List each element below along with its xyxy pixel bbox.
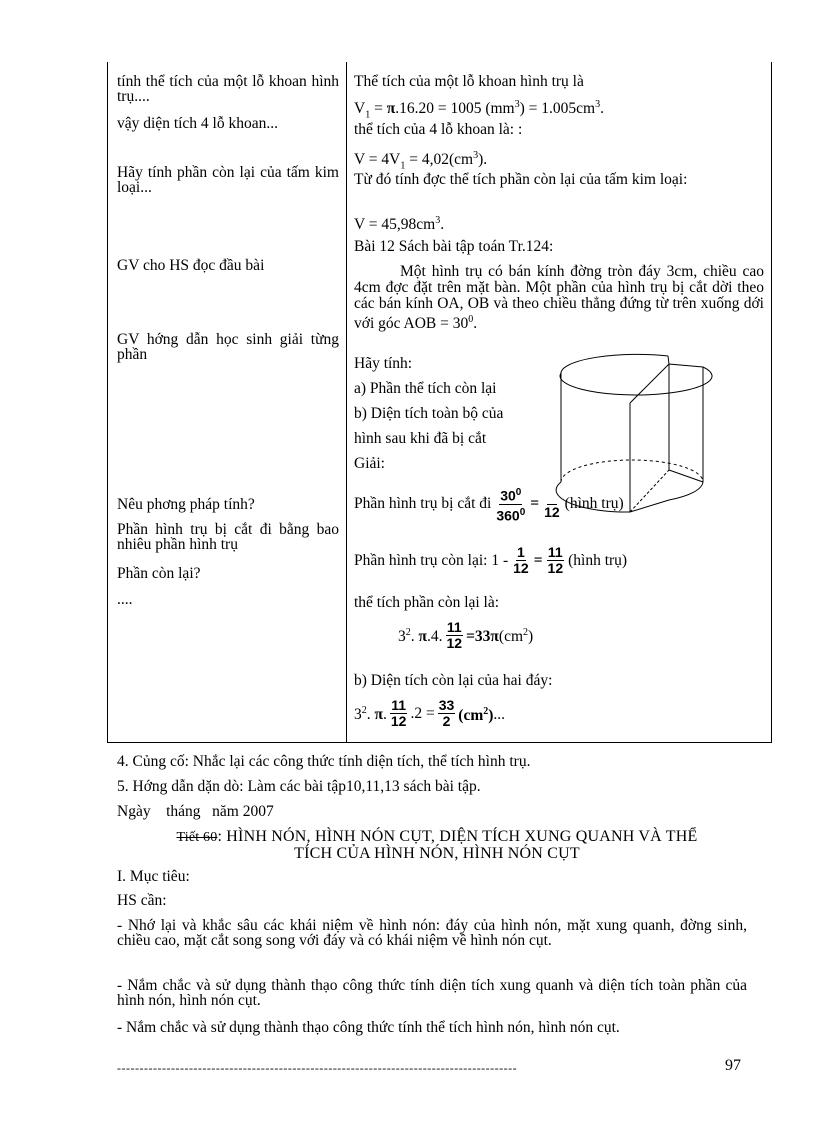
left-text-fraction-cut: Phần hình trụ bị cắt đi bằng bao nhiêu phần hình trụ — [117, 521, 339, 553]
right-formula-remaining-fraction: Phần hình trụ còn lại: 1 - $\frac{1}{12}$ = $\frac{11}{12}$ (hình trụ) — [354, 544, 628, 576]
left-text-read-problem: GV cho HS đọc đầu bài — [117, 257, 265, 274]
table-column-divider — [346, 62, 347, 742]
objective-bullet-1: - Nhớ lại và khắc sâu các khái niệm về hình nón: đáy của hình nón, mặt xung quanh, đờng sinh, chiều cao, mặt cắt song song với đáy và có khái niệm về hình nón cụt. — [117, 917, 747, 949]
lesson-title-line-1: Tiết 60: HÌNH NÓN, HÌNH NÓN CỤT, DIỆN TÍCH XUNG QUANH VÀ THỂ — [176, 828, 698, 845]
left-text-ellipsis: .... — [117, 591, 133, 608]
fraction-1-12-b: $\frac{1}{12}$ — [513, 544, 529, 576]
fraction-30-360: $\frac{30^0}{360^0}$ — [496, 487, 526, 524]
students-need: HS cần: — [117, 892, 167, 909]
fraction-1-12: $\frac{1}{12}$ — [544, 487, 560, 520]
right-formula-volume: $3^2$. π.4. $\frac{11}{12}$ $=33\pi(cm^2)$ — [398, 619, 534, 651]
left-text-method: Nêu phơng pháp tính? — [117, 496, 255, 513]
right-text-part-b-cont: hình sau khi đã bị cắt — [354, 430, 487, 447]
right-text-base-area: b) Diện tích còn lại của hai đáy: — [354, 672, 553, 689]
consolidation-line: 4. Củng cố: Nhắc lại các công thức tính diện tích, thể tích hình trụ. — [117, 753, 531, 770]
objective-bullet-3: - Nắm chắc và sử dụng thành thạo công thức tính thể tích hình nón, hình nón cụt. — [117, 1019, 620, 1036]
fraction-11-12-d: $\frac{11}{12}$ — [390, 697, 407, 729]
right-text-part-a: a) Phần thể tích còn lại — [354, 380, 497, 397]
left-text-four-holes: vậy diện tích 4 lỗ khoan... — [117, 115, 278, 132]
right-text-four-holes: thể tích của 4 lỗ khoan là: : — [354, 121, 523, 138]
left-text-remaining: Hãy tính phần còn lại của tấm kim loại... — [117, 164, 339, 196]
right-text-hole-volume: Thể tích của một lỗ khoan hình trụ là — [354, 73, 584, 90]
right-text-compute: Hãy tính: — [354, 355, 413, 372]
right-text-solution: Giải: — [354, 455, 385, 472]
right-text-part-b: b) Diện tích toàn bộ của — [354, 405, 504, 422]
fraction-11-12-c: $\frac{11}{12}$ — [446, 619, 463, 651]
left-text-remaining-part: Phần còn lại? — [117, 565, 201, 582]
page-number: 97 — [725, 1057, 741, 1074]
right-text-volume-remaining: thể tích phần còn lại là: — [354, 594, 500, 611]
homework-line: 5. Hớng dẫn dặn dò: Làm các bài tập10,11,13 sách bài tập. — [117, 778, 481, 795]
footer-dash-line: ----------------------------------------------------------------------------------------- — [117, 1061, 518, 1075]
right-text-exercise-ref: Bài 12 Sách bài tập toán Tr.124: — [354, 238, 554, 255]
objectives-heading: I. Mục tiêu: — [117, 868, 190, 885]
left-text-volume-hole: tính thể tích của một lỗ khoan hình trụ.... — [117, 73, 339, 105]
right-formula-4v1: $V = 4V_1 = 4,02(cm^3)$. — [354, 150, 488, 172]
right-formula-cut-fraction: Phần hình trụ bị cắt đi $\frac{30^0}{360^0}$ = $\frac{1}{12}$ (hình trụ) — [354, 487, 624, 524]
objective-bullet-2: - Nắm chắc và sử dụng thành thạo công thức tính diện tích xung quanh và diện tích toàn phần của hình nón, hình nón cụt. — [117, 977, 747, 1009]
date-line: Ngày tháng năm 2007 — [117, 803, 274, 820]
right-formula-area: $3^2$. π. $\frac{11}{12}$ .2 = $\frac{33}{2}$ $(cm^2)$... — [354, 697, 506, 729]
right-text-remaining: Từ đó tính đợc thể tích phần còn lại của tấm kim loại: — [354, 171, 688, 188]
right-text-problem: Một hình trụ có bán kính đờng tròn đáy 3cm, chiều cao 4cm đợc đặt trên mặt bàn. Một phần của hình trụ bị cắt dời theo các bán kính OA, OB và theo chiều thẳng đứng từ trên xuống dới với góc AOB = $30^0$. — [354, 263, 764, 333]
right-formula-v1: $V_1 = \pi.16.20 = 1005$ $(mm^3) = 1.005cm^3$. — [354, 99, 604, 121]
lesson-title-line-2: TÍCH CỦA HÌNH NÓN, HÌNH NÓN CỤT — [294, 845, 580, 862]
left-text-guide: GV hớng dẫn học sinh giải từng phần — [117, 331, 339, 363]
fraction-11-12: $\frac{11}{12}$ — [547, 544, 564, 576]
right-formula-v-remaining: $V = 45,98cm^3$. — [354, 215, 445, 234]
fraction-33-2: $\frac{33}{2}$ — [438, 697, 455, 729]
